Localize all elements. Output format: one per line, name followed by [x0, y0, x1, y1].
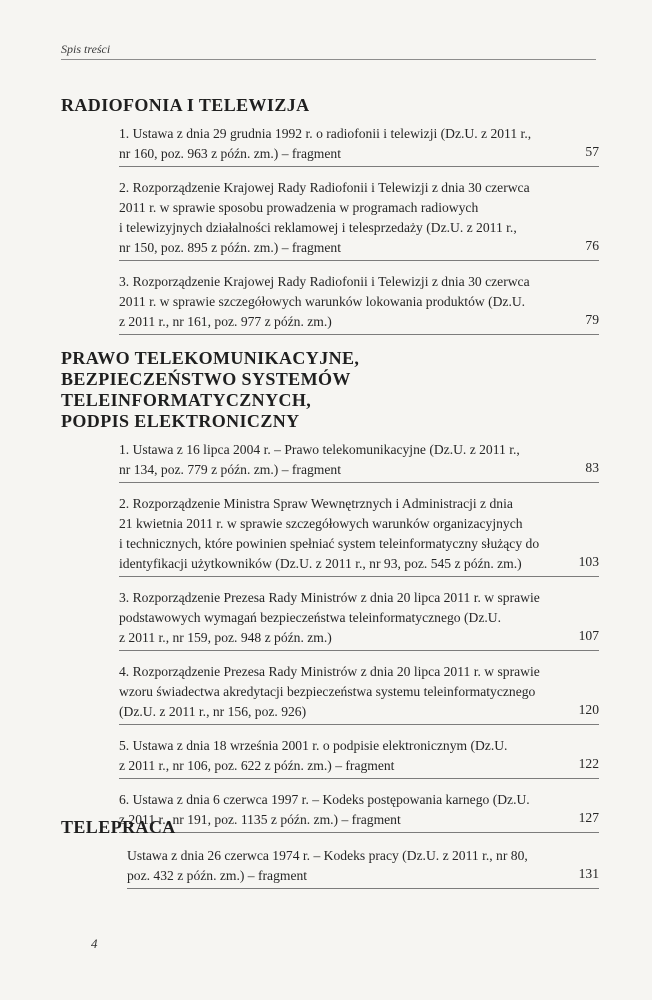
entry-line: identyfikacji użytkowników (Dz.U. z 2011 r., nr 93, poz. 545 z późn. zm.) — [119, 556, 522, 571]
entry-line: podstawowych wymagań bezpieczeństwa teleinformatycznego (Dz.U. — [119, 610, 501, 625]
entry-line: nr 160, poz. 963 z późn. zm.) – fragment — [119, 146, 341, 161]
entry-line: z 2011 r., nr 191, poz. 1135 z późn. zm.) – fragment — [119, 812, 401, 827]
entry-line: 4. Rozporządzenie Prezesa Rady Ministrów z dnia 20 lipca 2011 r. w sprawie — [119, 664, 540, 679]
entry-page-number: 120 — [578, 702, 599, 717]
running-title: Spis treści — [61, 42, 111, 56]
entry-line: 1. Ustawa z 16 lipca 2004 r. – Prawo telekomunikacyjne (Dz.U. z 2011 r., — [119, 442, 520, 457]
entry-page-number: 127 — [578, 810, 599, 825]
section-title-line: PRAWO TELEKOMUNIKACYJNE, — [61, 348, 360, 368]
entry-line: (Dz.U. z 2011 r., nr 156, poz. 926) — [119, 704, 307, 719]
toc-entry[interactable] — [119, 124, 599, 167]
entry-line: 1. Ustawa z dnia 29 grudnia 1992 r. o radiofonii i telewizji (Dz.U. z 2011 r., — [119, 126, 532, 141]
toc-entry[interactable] — [119, 588, 599, 651]
entry-line: nr 150, poz. 895 z późn. zm.) – fragment — [119, 240, 341, 255]
entry-line: 2011 r. w sprawie sposobu prowadzenia w programach radiowych — [119, 200, 479, 215]
section-title-line: PODPIS ELEKTRONICZNY — [61, 411, 300, 431]
entry-list — [127, 846, 599, 889]
toc-entry[interactable] — [119, 736, 599, 779]
entry-line: z 2011 r., nr 106, poz. 622 z późn. zm.) – fragment — [119, 758, 395, 773]
entry-line: i technicznych, które powinien spełniać system teleinformatyczny służący do — [119, 536, 540, 551]
toc-entry[interactable] — [127, 846, 599, 889]
page-number: 4 — [91, 936, 98, 951]
entry-line: 3. Rozporządzenie Prezesa Rady Ministrów z dnia 20 lipca 2011 r. w sprawie — [119, 590, 540, 605]
entry-list — [119, 440, 599, 833]
toc-entry[interactable] — [119, 662, 599, 725]
entry-line: z 2011 r., nr 161, poz. 977 z późn. zm.) — [119, 314, 332, 329]
entry-page-number: 57 — [585, 144, 599, 159]
entry-page-number: 131 — [578, 866, 599, 881]
entry-line: 2. Rozporządzenie Krajowej Rady Radiofonii i Telewizji z dnia 30 czerwca — [119, 180, 530, 195]
entry-page-number: 103 — [578, 554, 599, 569]
entry-line: 6. Ustawa z dnia 6 czerwca 1997 r. – Kodeks postępowania karnego (Dz.U. — [119, 792, 530, 807]
entry-line: z 2011 r., nr 159, poz. 948 z późn. zm.) — [119, 630, 332, 645]
entry-line: nr 134, poz. 779 z późn. zm.) – fragment — [119, 462, 341, 477]
section-title: TELEPRACA — [61, 817, 176, 837]
entry-page-number: 76 — [585, 238, 599, 253]
entry-page-number: 107 — [578, 628, 599, 643]
entry-line: wzoru świadectwa akredytacji bezpieczeństwa systemu teleinformatycznego — [119, 684, 536, 699]
section-title — [61, 348, 599, 432]
entry-page-number: 79 — [585, 312, 599, 327]
section-title: RADIOFONIA I TELEWIZJA — [61, 95, 310, 115]
section-title-line: BEZPIECZEŃSTWO SYSTEMÓW TELEINFORMATYCZNYCH, — [61, 369, 351, 410]
entry-page-number: 122 — [578, 756, 599, 771]
entry-line: 5. Ustawa z dnia 18 września 2001 r. o podpisie elektronicznym (Dz.U. — [119, 738, 508, 753]
entry-line: 2011 r. w sprawie szczegółowych warunków lokowania produktów (Dz.U. — [119, 294, 526, 309]
section-radiofonia — [61, 95, 599, 346]
entry-line: poz. 432 z późn. zm.) – fragment — [127, 868, 308, 883]
entry-line: 21 kwietnia 2011 r. w sprawie szczegółowych warunków organizacyjnych — [119, 516, 523, 531]
section-telekomunikacja — [61, 348, 599, 844]
entry-line: 3. Rozporządzenie Krajowej Rady Radiofonii i Telewizji z dnia 30 czerwca — [119, 274, 530, 289]
toc-entry[interactable] — [119, 494, 599, 577]
entry-line: Ustawa z dnia 26 czerwca 1974 r. – Kodeks pracy (Dz.U. z 2011 r., nr 80, — [127, 848, 528, 863]
entry-page-number: 83 — [585, 460, 599, 475]
toc-entry[interactable] — [119, 178, 599, 261]
section-telepraca — [61, 817, 599, 900]
toc-entry[interactable] — [119, 440, 599, 483]
entry-line: 2. Rozporządzenie Ministra Spraw Wewnętrznych i Administracji z dnia — [119, 496, 513, 511]
entry-line: i telewizyjnych działalności reklamowej i telesprzedaży (Dz.U. z 2011 r., — [119, 220, 517, 235]
entry-list — [119, 124, 599, 335]
header-rule — [61, 59, 596, 60]
toc-entry[interactable] — [119, 272, 599, 335]
